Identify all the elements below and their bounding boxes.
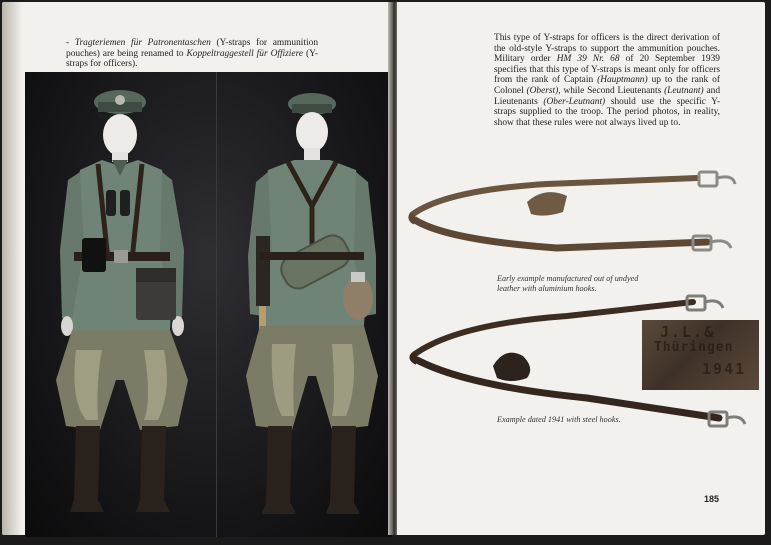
caption-end: (Y-straps for officers). (66, 48, 318, 70)
paragraph-run: (Oberst) (526, 85, 559, 96)
paragraph-run: This type of Y-straps for officers is the direct derivation of the old-style Y-straps to support the ammunition pouches. Military order (494, 33, 720, 65)
stamp-line-2: Thüringen (654, 340, 734, 355)
left-caption-text (66, 38, 318, 70)
paragraph-run: (Ober-Leutnant) (543, 96, 606, 107)
caption-mid: (Y-straps for ammunition pouches) are being renamed to (66, 38, 319, 59)
page-edge-shadow (2, 2, 22, 535)
caption-strap-2: Example dated 1941 with steel hooks. (497, 415, 621, 424)
paragraph-run: of 20 September 1939 specifies that this type of Y-straps is meant only for officers from the rank of Captain (494, 54, 720, 86)
y-strap-undyed-leather (407, 162, 757, 267)
paragraph-run: (Hauptmann) (597, 75, 648, 86)
stamp-line-1: J.L.& (660, 323, 716, 341)
maker-stamp-closeup (642, 320, 759, 390)
caption-strap-1: Early example manufactured out of undyed leather with aluminium hooks. (497, 274, 639, 293)
page-number: 185 (704, 494, 720, 504)
paragraph-run: should use the specific Y-straps supplied to the troop. The period photos, in reality, show that these rules were not always lived up to. (494, 96, 720, 128)
photo-divider (216, 72, 217, 537)
caption-term-new: Koppeltraggestell für Offiziere (186, 48, 304, 59)
stamp-line-3: 1941 (702, 360, 747, 378)
paragraph-run: (Leutnant) (664, 85, 704, 96)
mannequin-back-view (232, 86, 392, 526)
caption-prefix: - (66, 38, 75, 48)
paragraph-run: HM 39 Nr. 68 (556, 54, 620, 65)
mannequin-front-view (40, 80, 210, 520)
paragraph-run: and Lieutenants (494, 85, 721, 107)
right-page (397, 2, 765, 535)
paragraph-run: up to the rank of Colonel (494, 75, 720, 96)
right-body-text (494, 33, 720, 128)
paragraph-run: , while Second Lieutenants (558, 85, 665, 96)
caption-term-original: Tragteriemen für Patronentaschen (74, 38, 211, 48)
